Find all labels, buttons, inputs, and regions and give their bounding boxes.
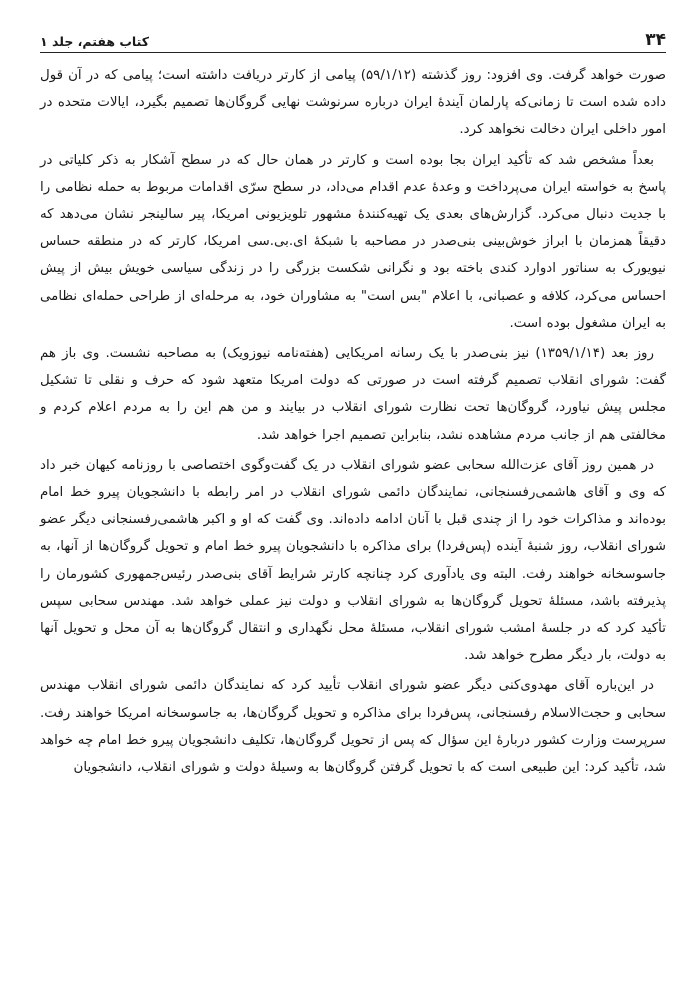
paragraph: در همین روز آقای عزت‌الله سحابی عضو شورای انقلاب در یک گفت‌وگوی اختصاصی با روزنامه کیهان خبر داد که وی و آقای هاشمی‌رفسنجانی، نمایندگان دائمی شورای انقلاب در امر رابطه با دانشجویان پیرو خط امام بوده‌اند و مذاکرات خود را از چندی قبل با آنان ادامه داده‌اند. وی گفت که او و اکبر هاشمی‌رفسنجانی دیگر عضو شورای انقلاب، روز شنبهٔ آینده (پس‌فردا) برای مذاکره با دانشجویان پیرو خط امام و تحویل گروگان‌ها از آنها، به جاسوسخانه خواهند رفت. البته وی یادآوری کرد چنانچه کارتر شرایط آقای بنی‌صدر رئیس‌جمهوری کشورمان را پذیرفته باشد، مسئلهٔ تحویل گروگان‌ها به شورای انقلاب و دولت نیز عملی خواهد شد. مهندس سحابی سپس تأکید کرد که در جلسهٔ امشب شورای انقلاب، مسئلهٔ محل نگهداری و انتقال گروگان‌ها به آن محل و تحویل آنها به دولت، بار دیگر مطرح خواهد شد. [40,457,666,664]
paragraph-continuation: صورت خواهد گرفت. وی افزود: روز گذشته (۵۹/۱/۱۲) پیامی از کارتر دریافت داشته است؛ پیامی که در آن قول داده شده است تا زمانی‌که پارلمان آیندهٔ ایران درباره سرنوشت نهایی گروگان‌ها تصمیم بگیرد، ایالات متحده در امور داخلی ایران دخالت نخواهد کرد. [40,68,666,138]
paragraph: در این‌باره آقای مهدوی‌کنی دیگر عضو شورای انقلاب تأیید کرد که نمایندگان دائمی شورای انقلاب مهندس سحابی و حجت‌الاسلام رفسنجانی، پس‌فردا برای مذاکره و تحویل گروگان‌ها، به جاسوسخانه امریکا خواهند رفت. سرپرست وزارت کشور دربارهٔ این سؤال که پس از تحویل گروگان‌ها، تکلیف دانشجویان پیرو خط امام چه خواهد شد، تأکید کرد: این طبیعی است که با تحویل گرفتن گروگان‌ها به وسیلهٔ دولت و شورای انقلاب، دانشجویان [40,678,666,776]
paragraph: روز بعد (۱۳۵۹/۱/۱۴) نیز بنی‌صدر با یک رسانه امریکایی (هفته‌نامه نیوزویک) به مصاحبه نشست. وی باز هم گفت: شورای انقلاب تصمیم گرفته است در صورتی که دولت امریکا متعهد شود که حرف و نقلی تا تشکیل مجلس پیش نیاورد، گروگان‌ها تحت نظارت شورای انقلاب در بیایند و من هم این را به مردم اعلام کردم و مخالفتی هم از جانب مردم مشاهده نشد، بنابراین تصمیم اجرا خواهد شد. [40,346,666,443]
body-text [40,62,666,781]
book-title: کتاب هفتم، جلد ۱ [40,34,149,49]
paragraph: بعداً مشخص شد که تأکید ایران بجا بوده است و کارتر در همان حال که در سطح آشکار به ذکر کلیاتی در پاسخ به خواسته ایران می‌پرداخت و وعدهٔ عدم اقدام می‌داد، در سطح سرّی اقدامات مربوط به حمله نظامی را با جدیت دنبال می‌کرد. گزارش‌های بعدی یک تهیه‌کنندهٔ مشهور تلویزیونی امریکا، پیر سالینجر نشان می‌دهد که دقیقاً همزمان با ابراز خوش‌بینی بنی‌صدر در مصاحبه با شبکهٔ ای.بی.سی امریکا، کارتر که در منطقه حساس نیویورک به سناتور ادوارد کندی باخته بود و نگرانی شکست بزرگی را در زندگی سیاسی خویش بیش از پیش احساس می‌کرد، کلافه و عصبانی، با اعلام "بس است" به مشاوران خود، به مرحله‌ای از طراحی حمله‌ای نظامی به ایران مشغول بوده است. [40,152,666,331]
page-number: ۳۴ [645,30,666,50]
running-head [40,22,666,53]
book-page [40,22,666,972]
